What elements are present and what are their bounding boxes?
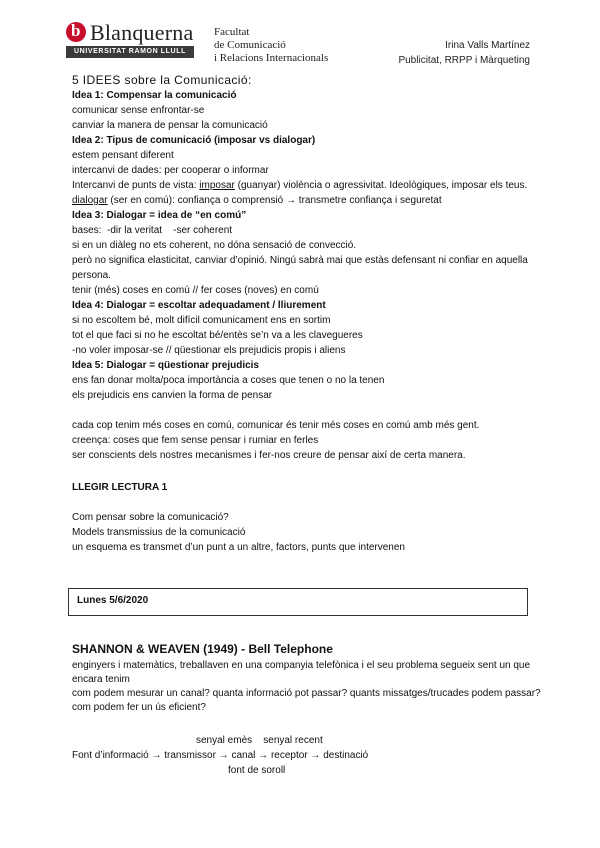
note-line: cada cop tenim més coses en comú, comunicar és tenir més coses en comú amb més gent. [72, 420, 480, 431]
note-line: si no escoltem bé, molt difícil comunicament ens en sortim [72, 315, 331, 326]
signal-labels: senyal emès senyal recent [196, 735, 323, 746]
reading-title: LLEGIR LECTURA 1 [72, 482, 168, 493]
brand-name: Blanquerna [90, 20, 194, 45]
note-text: Intercanvi de punts de vista: [72, 180, 200, 191]
note-line: els prejudicis ens canvien la forma de pensar [72, 390, 273, 401]
author-name: Irina Valls Martínez [445, 40, 530, 51]
idea-heading: Idea 4: Dialogar = escoltar adequadament / lliurement [72, 300, 326, 311]
date-label: Lunes 5/6/2020 [77, 595, 149, 606]
idea-heading: Idea 3: Dialogar = idea de “en comú” [72, 210, 247, 221]
shannon-body [72, 659, 542, 715]
note-line: tenir (més) coses en comú // fer coses (noves) en comú [72, 285, 319, 296]
spacer [72, 463, 542, 478]
note-line: intercanvi de dades: per cooperar o informar [72, 165, 269, 176]
note-text: (ser en comú): confiança o comprensió → transmetre confiança i seguretat [107, 195, 442, 206]
faculty-line: Facultat [214, 26, 250, 38]
note-line: un esquema es transmet d’un punt a un altre, factors, punts que intervenen [72, 542, 405, 553]
author-block [398, 38, 530, 68]
note-line: comunicar sense enfrontar-se [72, 105, 205, 116]
note-line: creença: coses que fem sense pensar i rumiar en ferles [72, 435, 319, 446]
note-line: canviar la manera de pensar la comunicació [72, 120, 268, 131]
note-line: ens fan donar molta/poca importància a coses que tenen o no la tenen [72, 375, 385, 386]
university-bar: UNIVERSITAT RAMON LLULL [66, 46, 194, 58]
note-line: -no voler imposar-se // qüestionar els prejudicis propis i aliens [72, 345, 346, 356]
notes-body [72, 72, 542, 555]
impose-keyword: imposar [199, 180, 235, 191]
faculty-line: i Relacions Internacionals [214, 52, 329, 64]
dialog-keyword: dialogar [72, 195, 108, 206]
spacer [72, 495, 542, 510]
note-line: estem pensant diferent [72, 150, 174, 161]
spacer [72, 403, 542, 418]
communication-model-chain: Font d’informació → transmissor → canal → receptor → destinació [72, 750, 369, 761]
shannon-title: SHANNON & WEAVEN (1949) - Bell Telephone [72, 642, 333, 656]
idea-heading: Idea 1: Compensar la comunicació [72, 90, 237, 101]
note-line: enginyers i matemàtics, treballaven en una companyia telefònica i el seu problema segueix sent un que encara tenim [72, 660, 531, 685]
note-line: Com pensar sobre la comunicació? [72, 512, 229, 523]
noise-source-label: font de soroll [228, 765, 286, 776]
note-line: però no significa elasticitat, canviar d’opinió. Ningú sabrà mai que estàs defensant ni confiar en aquella persona. [72, 255, 528, 281]
note-line: bases: -dir la veritat -ser coherent [72, 225, 233, 236]
date-box [68, 588, 528, 616]
note-line-impose [72, 178, 542, 193]
note-line: com podem mesurar un canal? quanta informació pot passar? quants missatges/trucades podem passar? com podem fer un ús eficient? [72, 688, 541, 713]
note-text: (guanyar) violència o agressivitat. Ideològiques, imposar els teus. [234, 180, 528, 191]
blanquerna-logo-icon [66, 22, 86, 42]
note-line: Models transmissius de la comunicació [72, 527, 246, 538]
faculty-name [214, 26, 328, 65]
idea-heading: Idea 2: Tipus de comunicació (imposar vs dialogar) [72, 135, 316, 146]
note-line-dialog [72, 193, 542, 208]
section-title: 5 IDEES sobre la Comunicació: [72, 73, 252, 87]
degree-name: Publicitat, RRPP i Màrqueting [398, 55, 530, 66]
note-line: tot el que faci si no he escoltat bé/entès se’n va a les clavegueres [72, 330, 363, 341]
note-line: si en un diàleg no ets coherent, no dóna sensació de convecció. [72, 240, 357, 251]
note-line: ser conscients dels nostres mecanismes i fer-nos creure de pensar així de certa manera. [72, 450, 466, 461]
idea-heading: Idea 5: Dialogar = qüestionar prejudicis [72, 360, 259, 371]
faculty-line: de Comunicació [214, 39, 286, 51]
